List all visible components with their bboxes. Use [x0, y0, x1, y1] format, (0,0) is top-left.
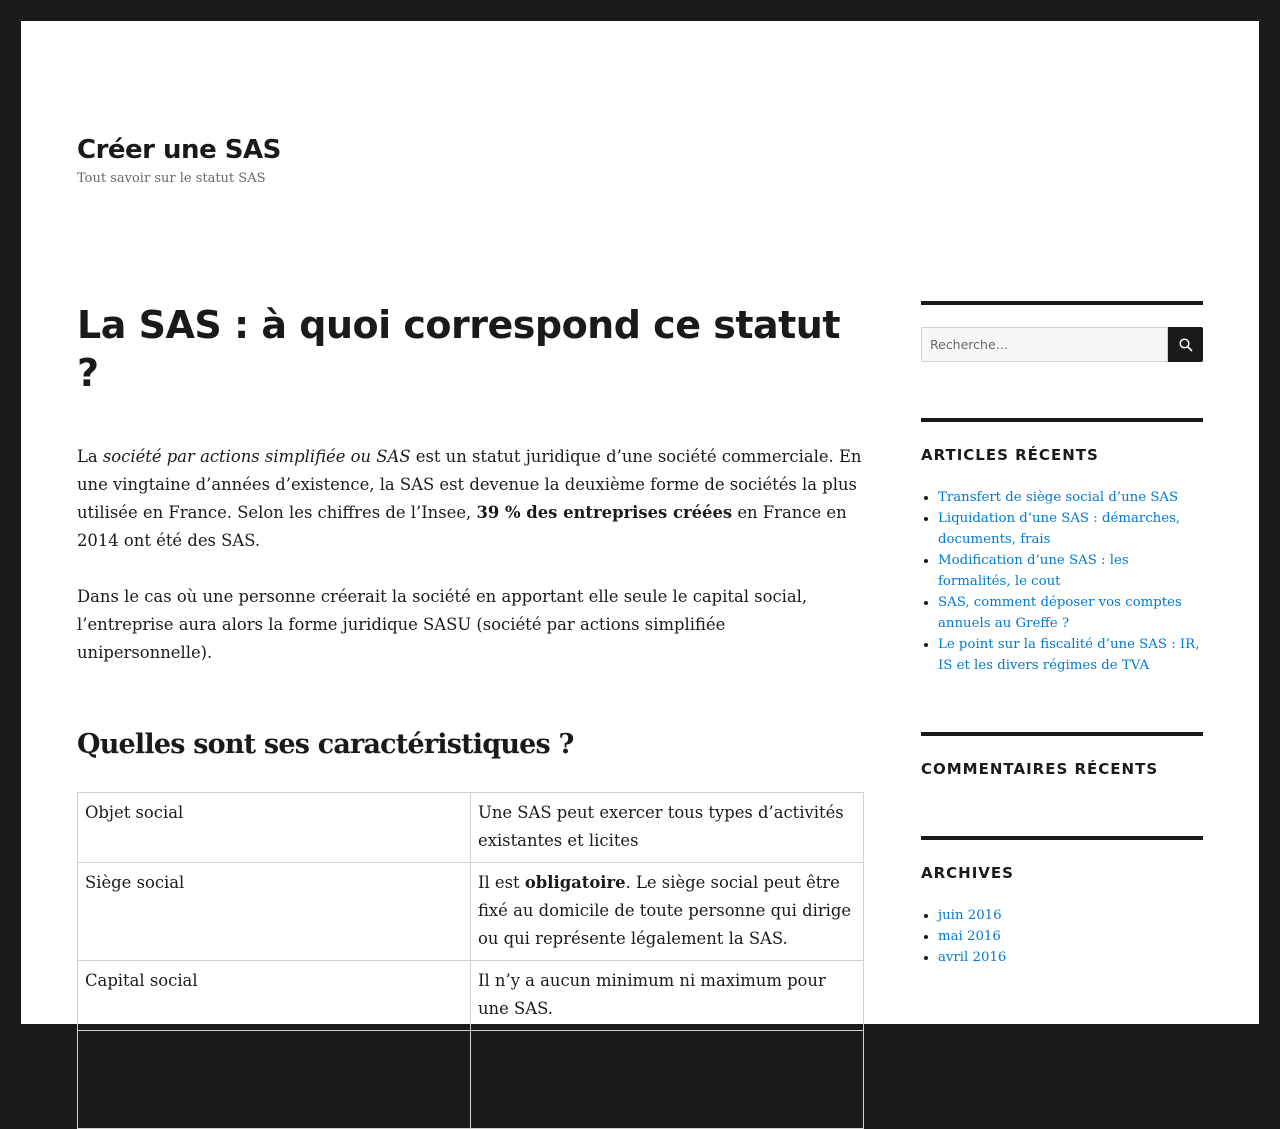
text: La	[77, 447, 103, 466]
row-value	[471, 961, 864, 1031]
list-item	[938, 508, 1203, 550]
archive-link[interactable]: juin 2016	[938, 908, 1002, 923]
article-title: La SAS : à quoi correspond ce statut ?	[77, 303, 841, 395]
bold-text: obligatoire	[524, 873, 626, 892]
search-icon	[1179, 338, 1193, 352]
table-row	[78, 793, 864, 863]
recent-post-link[interactable]: Le point sur la fiscalité d’une SAS : IR, IS et les divers régimes de TVA	[938, 637, 1200, 673]
row-label: Apports	[78, 1031, 471, 1129]
search-button[interactable]	[1168, 327, 1203, 362]
text: Il n’y a aucun minimum ni maximum pour une SAS.	[478, 971, 826, 1018]
list-item	[938, 634, 1203, 676]
widget-title: ARTICLES RÉCENTS	[921, 446, 1099, 464]
list-item	[938, 592, 1203, 634]
list-item	[938, 487, 1203, 508]
row-value	[471, 1031, 864, 1129]
archives-list	[921, 905, 1203, 968]
row-label: Objet social	[78, 793, 471, 863]
search-input[interactable]: Recherche…	[921, 327, 1168, 362]
bold-text: 39 % des entreprises créées	[476, 503, 733, 522]
archive-link[interactable]: avril 2016	[938, 950, 1007, 965]
recent-posts-widget	[921, 418, 1203, 676]
table-row	[78, 863, 864, 961]
text: Il est	[478, 873, 525, 892]
text: en France en 2014 ont été des SAS.	[77, 503, 847, 550]
recent-post-link[interactable]: SAS, comment déposer vos comptes annuels au Greffe ?	[938, 595, 1182, 631]
row-value	[471, 793, 864, 863]
recent-comments-widget	[921, 732, 1203, 836]
text: . Le siège social peut être fixé au domicile de toute personne qui dirige ou qui représente légalement la SAS.	[478, 873, 852, 948]
table-row	[78, 1031, 864, 1129]
site-title-link[interactable]: Créer une SAS	[77, 135, 281, 165]
list-item	[938, 905, 1203, 926]
archive-link[interactable]: mai 2016	[938, 929, 1001, 944]
site-container	[21, 21, 1259, 1116]
recent-post-link[interactable]: Transfert de siège social d’une SAS	[938, 490, 1179, 505]
text: En	[478, 1041, 506, 1060]
next-widget	[921, 1024, 1203, 1028]
recent-post-link[interactable]: Liquidation d’une SAS : démarches, documents, frais	[938, 511, 1181, 547]
text: Une SAS peut exercer tous types d’activités existantes et licites	[478, 803, 844, 850]
recent-posts-list	[921, 487, 1203, 676]
article	[77, 301, 865, 1129]
site-header	[77, 133, 281, 186]
archives-widget	[921, 836, 1203, 968]
list-item	[938, 926, 1203, 947]
sasu-paragraph: Dans le cas où une personne créerait la société en apportant elle seule le capital social, l’entreprise aura alors la forme juridique SASU (société par actions simplifiée unipersonnelle).	[77, 587, 808, 662]
list-item	[938, 550, 1203, 592]
table-row	[78, 961, 864, 1031]
search-widget	[921, 301, 1203, 362]
section-heading: Quelles sont ses caractéristiques ?	[77, 729, 574, 760]
site-description: Tout savoir sur le statut SAS	[77, 171, 266, 186]
bold-text: nature, en industrie ou en numéraire	[505, 1041, 849, 1060]
widget-title: ARCHIVES	[921, 864, 1014, 882]
widget-title: COMMENTAIRES RÉCENTS	[921, 760, 1159, 778]
list-item	[938, 947, 1203, 968]
emphasis-text: société par actions simplifiée ou SAS	[102, 447, 411, 466]
recent-post-link[interactable]: Modification d’une SAS : les formalités, le cout	[938, 553, 1129, 589]
intro-paragraph	[77, 443, 865, 555]
row-label: Capital social	[78, 961, 471, 1031]
characteristics-table	[77, 792, 864, 1129]
row-value	[471, 863, 864, 961]
text: est un statut juridique d’une société commerciale. En une vingtaine d’années d’existence, la SAS est devenue la deuxième forme de sociétés la plus utilisée en France. Selon les chiffres de l’Insee,	[77, 447, 862, 522]
row-label: Siège social	[78, 863, 471, 961]
sidebar	[921, 301, 1203, 1028]
text: , les apports sont versés par chacun des actionnaires. Attention, 50 % des apports en	[478, 1041, 854, 1116]
